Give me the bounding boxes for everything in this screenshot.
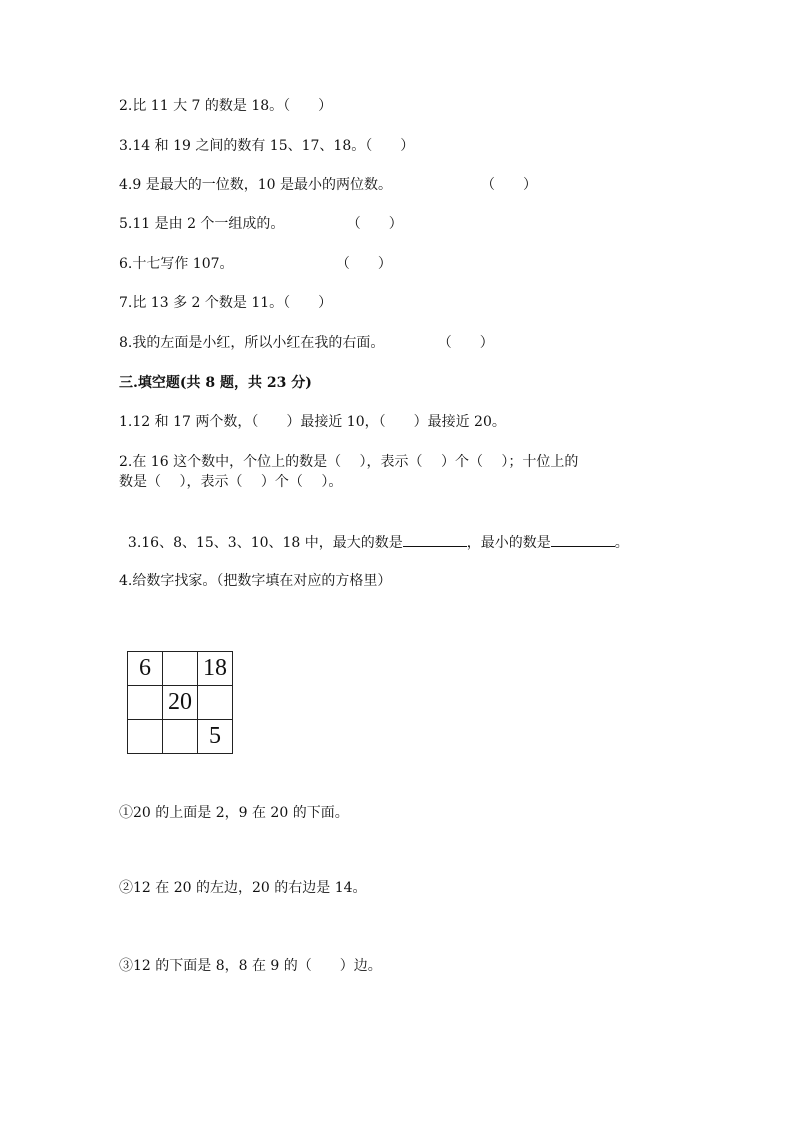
answer-blank-min[interactable] [551, 532, 615, 547]
grid-row [128, 720, 233, 754]
judge-item-7: 7.比 13 多 2 个数是 11。（ ） [119, 295, 333, 311]
grid-cell[interactable] [128, 686, 163, 720]
sub-question-2: ②12 在 20 的左边，20 的右边是 14。 [119, 880, 367, 896]
fill-question-3-part-a: 3.16、8、15、3、10、18 中，最大的数是 [127, 535, 403, 551]
grid-cell[interactable] [163, 652, 198, 686]
section-heading: 三.填空题(共 8 题，共 23 分) [119, 375, 312, 391]
fill-question-3 [119, 512, 629, 553]
grid-cell: 5 [198, 720, 233, 754]
fill-question-3-part-b: ，最小的数是 [466, 535, 551, 551]
judge-item-6: 6.十七写作 107。 （ ） [119, 256, 392, 272]
grid-cell: 6 [128, 652, 163, 686]
grid-row [128, 652, 233, 686]
grid-cell[interactable] [128, 720, 163, 754]
fill-question-1: 1.12 和 17 两个数，（ ）最接近 10，（ ）最接近 20。 [119, 414, 506, 430]
judge-item-5: 5.11 是由 2 个一组成的。 （ ） [119, 216, 403, 232]
judge-item-2: 2.比 11 大 7 的数是 18。（ ） [119, 98, 333, 114]
answer-blank-max[interactable] [403, 532, 467, 547]
fill-question-2-line-1: 2.在 16 这个数中，个位上的数是（ ），表示（ ）个（ ）；十位上的 [119, 454, 579, 470]
grid-cell[interactable] [163, 720, 198, 754]
judge-item-4: 4.9 是最大的一位数，10 是最小的两位数。 （ ） [119, 177, 537, 193]
grid-cell[interactable] [198, 686, 233, 720]
judge-item-8: 8.我的左面是小红，所以小红在我的右面。 （ ） [119, 335, 494, 351]
grid-cell: 18 [198, 652, 233, 686]
number-grid [127, 651, 233, 754]
sub-question-1: ①20 的上面是 2，9 在 20 的下面。 [119, 805, 349, 821]
fill-question-4: 4.给数字找家。（把数字填在对应的方格里） [119, 573, 392, 589]
judge-item-3: 3.14 和 19 之间的数有 15、17、18。（ ） [119, 138, 415, 154]
fill-question-2-line-2: 数是（ ），表示（ ）个（ ）。 [119, 474, 343, 490]
grid-row [128, 686, 233, 720]
grid-cell: 20 [163, 686, 198, 720]
sub-question-3: ③12 的下面是 8，8 在 9 的（ ）边。 [119, 958, 382, 974]
fill-question-3-part-c: 。 [614, 535, 629, 551]
